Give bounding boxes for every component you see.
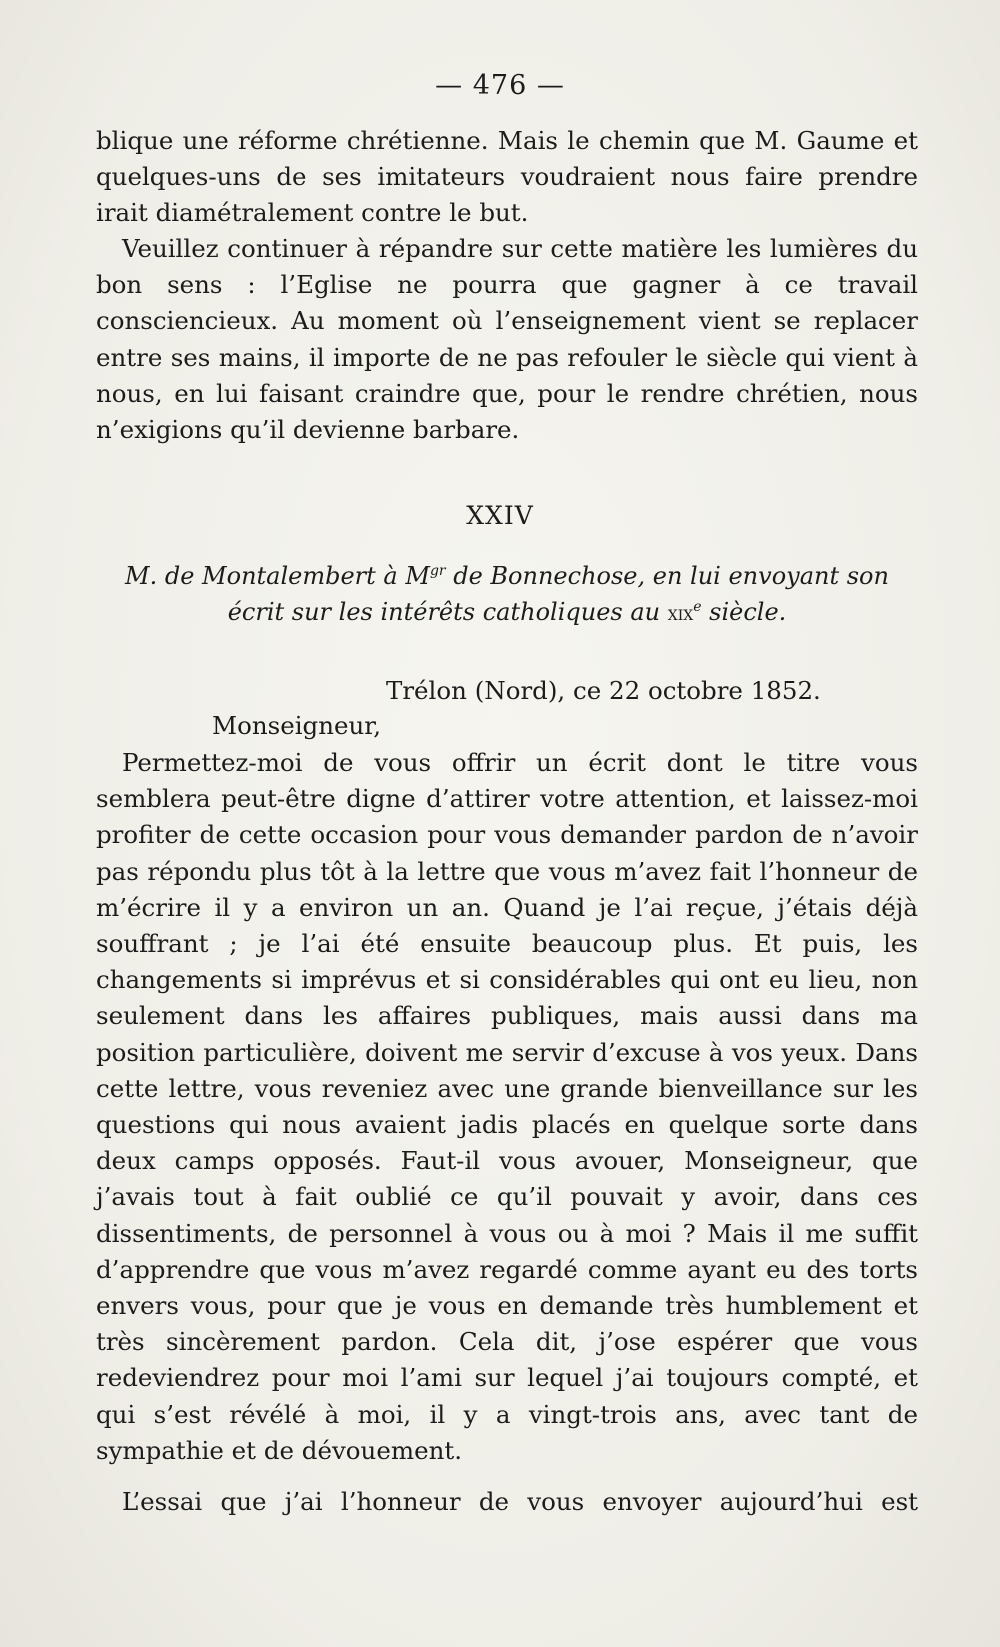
letter-heading-part-3: siècle. — [701, 598, 787, 626]
opening-paragraph-text: blique une réforme chrétienne. Mais le chemin que M. Gaume et quelques-uns de ses imitateurs voudraient nous faire prendre irait diamétralement contre le but. — [96, 126, 918, 228]
letter-heading-century-superscript: e — [693, 599, 702, 615]
opening-paragraph — [96, 123, 918, 232]
section-number: XXIV — [466, 501, 534, 530]
letter-heading-part-1: M. de Montalembert à M — [125, 562, 430, 590]
letter-salutation: Monseigneur, — [212, 711, 382, 740]
letter-closing-line — [96, 1484, 918, 1520]
letter-heading-superscript: gr — [429, 563, 446, 579]
letter-heading — [96, 558, 918, 631]
page-number: — 476 — — [435, 70, 565, 101]
letter-dateline: Trélon (Nord), ce 22 octobre 1852. — [386, 676, 821, 705]
letter-body-text: Permettez-moi de vous offrir un écrit dont le titre vous semblera peut-être digne d’attirer votre attention, et laissez-moi profiter de cette occasion pour vous demander pardon de n’avoir pas répondu plus tôt à la lettre que vous m’avez fait l’honneur de m’écrire il y a environ un an. Quand je l’ai reçue, j’étais déjà souffrant ; je l’ai été ensuite beaucoup plus. Et puis, les changements si imprévus et si considérables qui ont eu lieu, non seulement dans les affaires publiques, mais aussi dans ma position particulière, doivent me servir d’excuse à vos yeux. Dans cette lettre, vous reveniez avec une grande bienveillance sur les questions qui nous avaient jadis placés en quelque sorte dans deux camps opposés. Faut-il vous avouer, Monseigneur, que j’avais tout à fait oublié ce qu’il pouvait y avoir, dans ces dissentiments, de personnel à vous ou à moi ? Mais il me suffit d’apprendre que vous m’avez regardé comme ayant eu des torts envers vous, pour que je vous en demande très humblement et très sincèrement pardon. Cela dit, j’ose espérer que vous redeviendrez pour moi l’ami sur lequel j’ai toujours compté, et qui s’est révélé à moi, il y a vingt-trois ans, avec tant de sympathie et de dévouement. — [96, 748, 918, 1465]
letter-heading-part-2: de Bonnechose, en lui envoyant son écrit sur les intérêts catholiques au — [227, 562, 889, 626]
second-paragraph-text: Veuillez continuer à répandre sur cette matière les lumières du bon sens : l’Eglise ne pourra que gagner à ce travail consciencieux. Au moment où l’enseignement vient se replacer entre ses mains, il importe de ne pas refouler le siècle qui vient à nous, en lui faisant craindre que, pour le rendre chrétien, nous n’exigions qu’il devienne barbare. — [96, 234, 918, 445]
letter-heading-century: xix — [667, 601, 694, 625]
letter-body — [96, 745, 918, 1469]
letter-closing-line-text: L’essai que j’ai l’honneur de vous envoyer aujourd’hui est — [122, 1487, 918, 1516]
second-paragraph — [96, 231, 918, 448]
